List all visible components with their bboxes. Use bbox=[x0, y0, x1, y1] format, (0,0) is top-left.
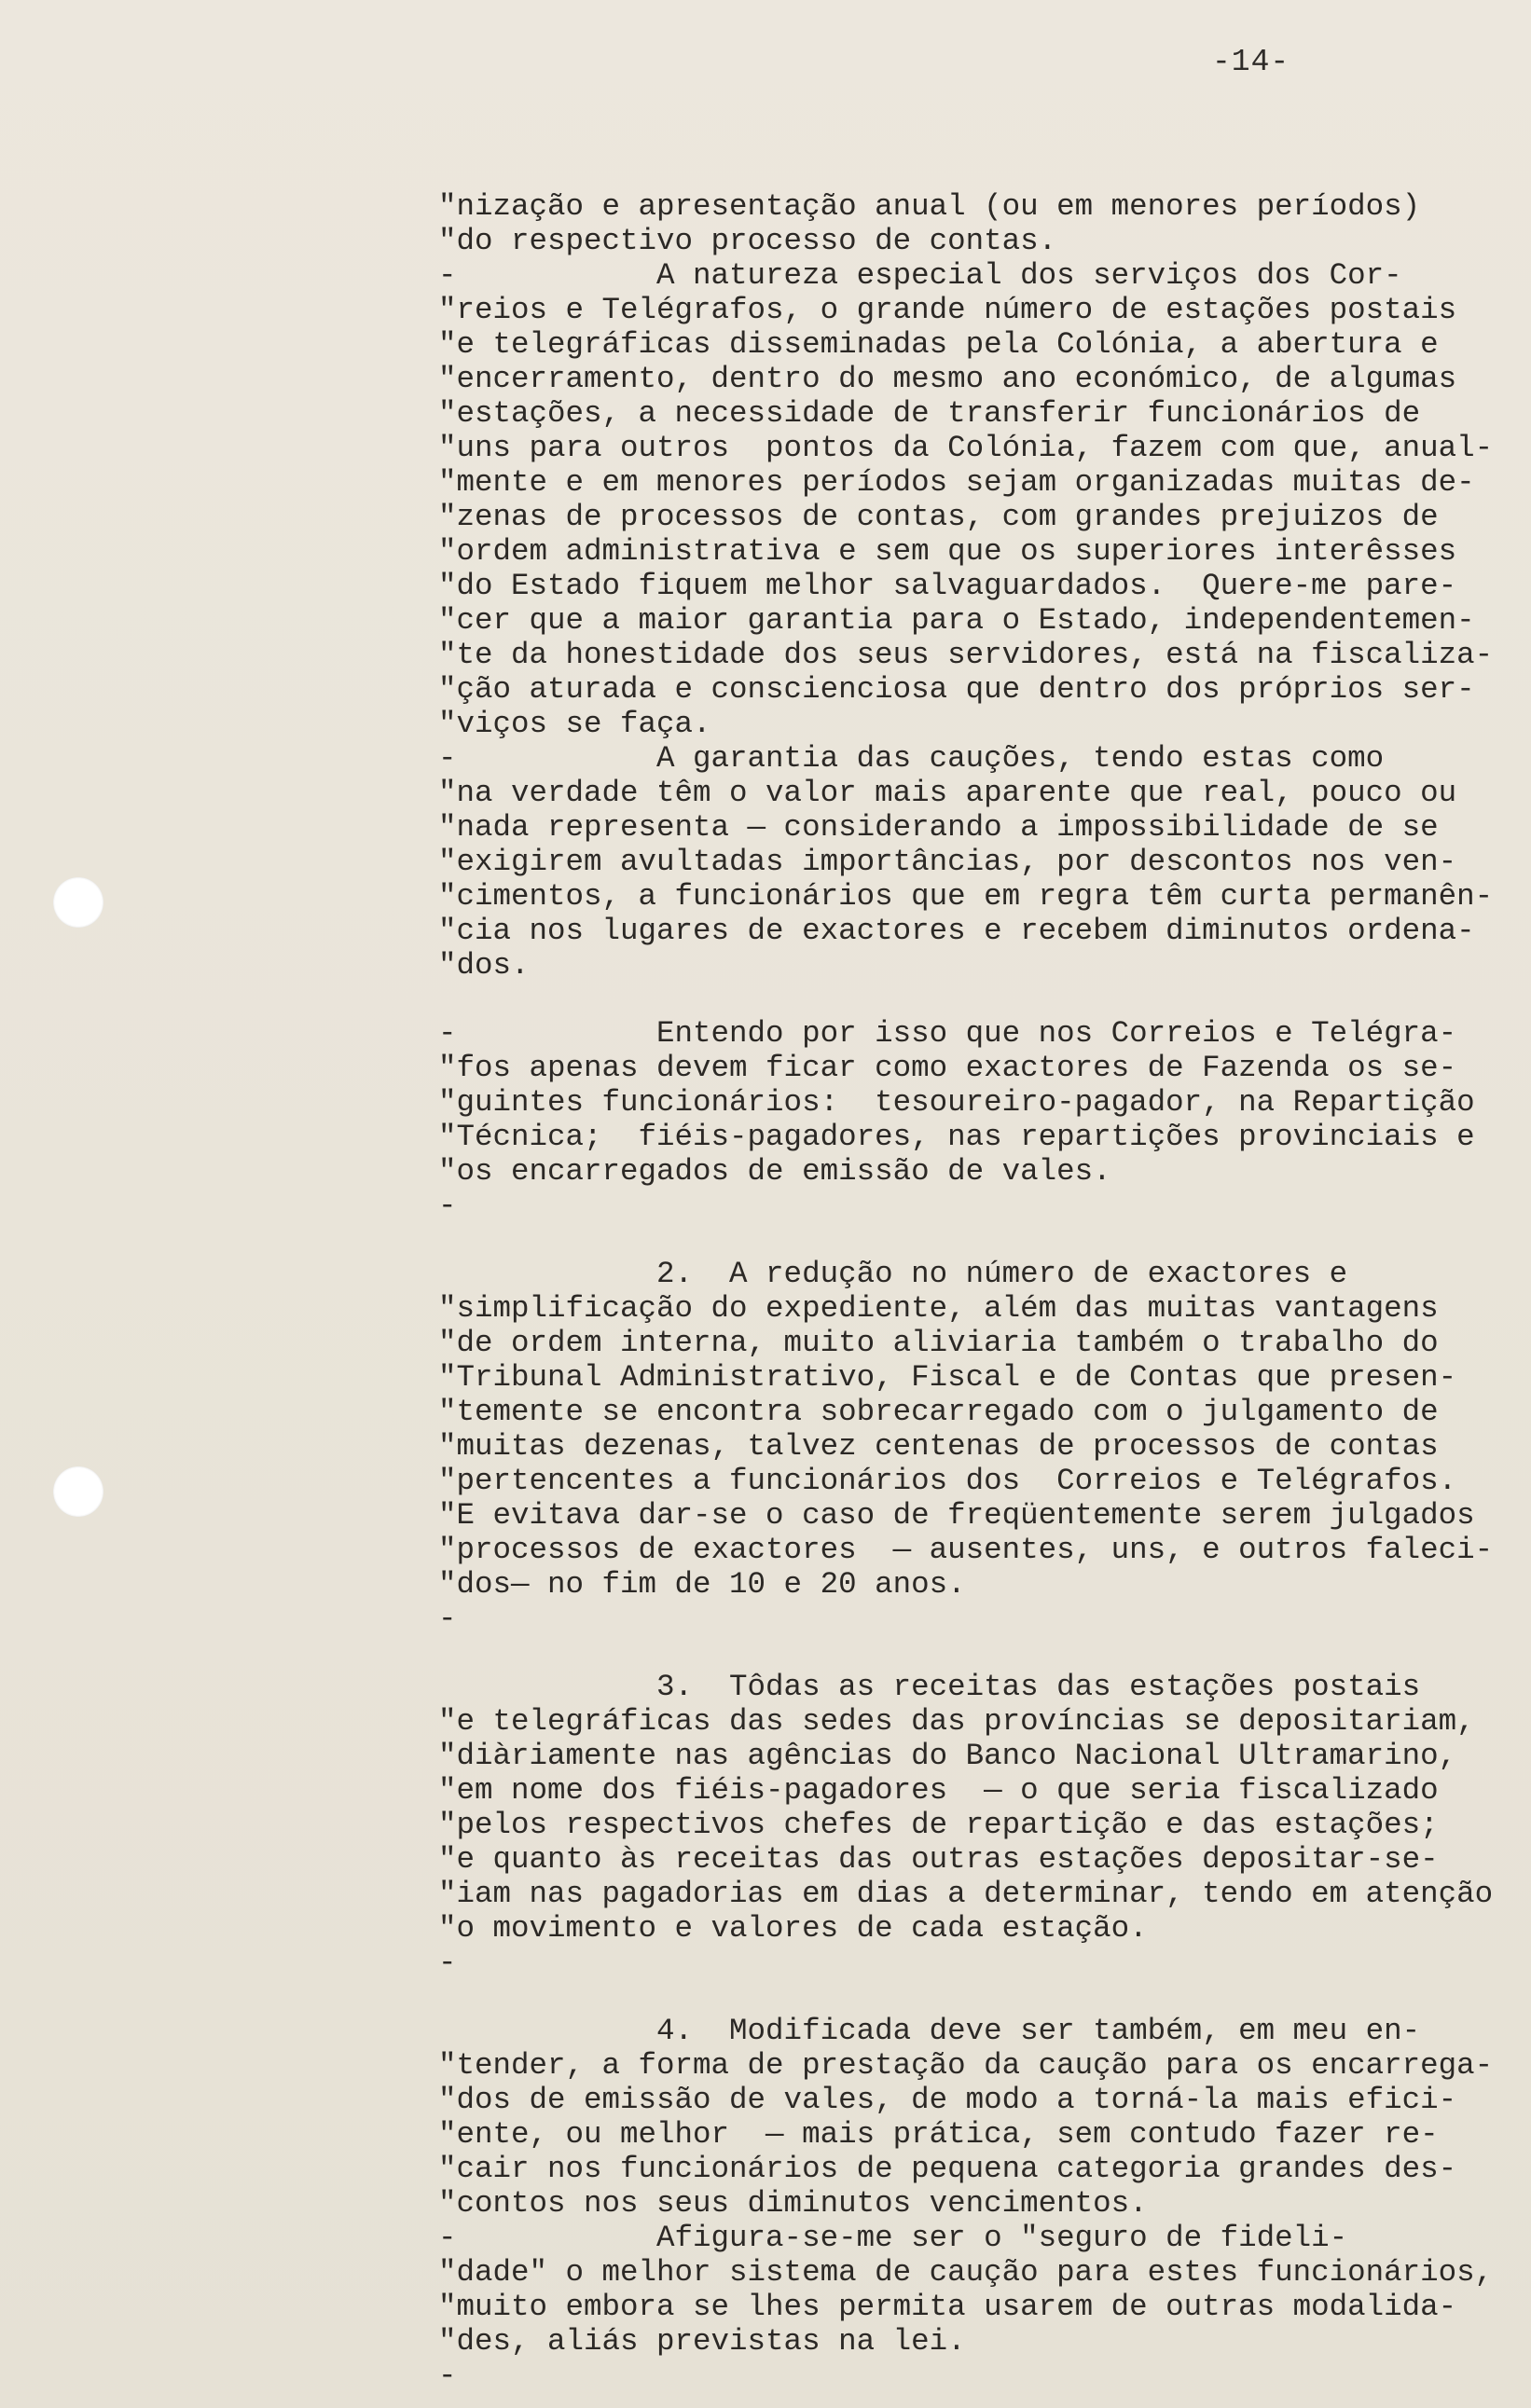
text-line: "diàriamente nas agências do Banco Nacional Ultramarino, bbox=[438, 1739, 1457, 1773]
text-line: "dos— no fim de 10 e 20 anos. bbox=[438, 1567, 966, 1602]
text-line: "mente e em menores períodos sejam organizadas muitas de- bbox=[438, 465, 1475, 500]
text-line: - bbox=[438, 1602, 457, 1636]
text-line: "exigirem avultadas importâncias, por descontos nos ven- bbox=[438, 845, 1457, 879]
text-line: "cia nos lugares de exactores e recebem diminutos ordena- bbox=[438, 914, 1475, 948]
document-body bbox=[438, 189, 1524, 2393]
paragraph-gap bbox=[438, 1223, 1524, 1257]
text-line: - bbox=[438, 2359, 457, 2393]
paragraph bbox=[438, 189, 1524, 1016]
paragraph-gap bbox=[438, 1980, 1524, 2014]
text-line: "cer que a maior garantia para o Estado, independentemen- bbox=[438, 603, 1475, 638]
text-line: "estações, a necessidade de transferir funcionários de bbox=[438, 396, 1421, 431]
text-line: 3. Tôdas as receitas das estações postais bbox=[438, 1670, 1421, 1704]
text-line: "em nome dos fiéis-pagadores — o que seria fiscalizado bbox=[438, 1773, 1439, 1808]
text-line: - bbox=[438, 1189, 457, 1223]
text-line: "e quanto às receitas das outras estações depositar-se- bbox=[438, 1842, 1439, 1877]
text-line: - A garantia das cauções, tendo estas como bbox=[438, 741, 1385, 776]
text-line: "nização e apresentação anual (ou em menores períodos) bbox=[438, 189, 1421, 224]
punch-hole-bottom bbox=[53, 1466, 103, 1517]
text-line: "des, aliás previstas na lei. bbox=[438, 2324, 966, 2359]
text-line: "de ordem interna, muito aliviaria também o trabalho do bbox=[438, 1326, 1439, 1360]
text-line: "fos apenas devem ficar como exactores de Fazenda os se- bbox=[438, 1051, 1457, 1085]
punch-hole-top bbox=[53, 877, 103, 928]
text-line: "e telegráficas das sedes das províncias se depositariam, bbox=[438, 1704, 1475, 1739]
text-line: "cair nos funcionários de pequena categoria grandes des- bbox=[438, 2152, 1457, 2186]
text-line: "processos de exactores — ausentes, uns, e outros faleci- bbox=[438, 1533, 1494, 1567]
text-line: "nada representa — considerando a impossibilidade de se bbox=[438, 810, 1439, 845]
paragraph bbox=[438, 2014, 1524, 2393]
text-line: "na verdade têm o valor mais aparente que real, pouco ou bbox=[438, 776, 1457, 810]
text-line: "do Estado fiquem melhor salvaguardados. Quere-me pare- bbox=[438, 569, 1457, 603]
text-line: "muitas dezenas, talvez centenas de processos de contas bbox=[438, 1429, 1439, 1464]
text-line: "ente, ou melhor — mais prática, sem contudo fazer re- bbox=[438, 2117, 1439, 2152]
text-line: - A natureza especial dos serviços dos Cor- bbox=[438, 258, 1402, 293]
text-line: 2. A redução no número de exactores e bbox=[438, 1257, 1348, 1291]
text-line: "dade" o melhor sistema de caução para estes funcionários, bbox=[438, 2255, 1494, 2290]
text-line: "contos nos seus diminutos vencimentos. bbox=[438, 2186, 1148, 2221]
text-line: "dos de emissão de vales, de modo a torná-la mais efici- bbox=[438, 2083, 1457, 2117]
text-line: "o movimento e valores de cada estação. bbox=[438, 1911, 1148, 1946]
text-line: "ção aturada e conscienciosa que dentro dos próprios ser- bbox=[438, 672, 1475, 707]
text-line: "tender, a forma de prestação da caução para os encarrega- bbox=[438, 2048, 1494, 2083]
text-line: "dos. bbox=[438, 948, 530, 983]
text-line: "pertencentes a funcionários dos Correios e Telégrafos. bbox=[438, 1464, 1457, 1498]
text-line: "temente se encontra sobrecarregado com o julgamento de bbox=[438, 1395, 1439, 1429]
text-line: "guintes funcionários: tesoureiro-pagador, na Repartição bbox=[438, 1085, 1475, 1120]
text-line: "encerramento, dentro do mesmo ano económico, de algumas bbox=[438, 362, 1457, 396]
text-line: "E evitava dar-se o caso de freqüentemente serem julgados bbox=[438, 1498, 1475, 1533]
text-line: "uns para outros pontos da Colónia, fazem com que, anual- bbox=[438, 431, 1494, 465]
page-number: -14- bbox=[1212, 45, 1290, 79]
text-line: "simplificação do expediente, além das muitas vantagens bbox=[438, 1291, 1439, 1326]
text-line: - bbox=[438, 1946, 457, 1980]
text-line: "viços se faça. bbox=[438, 707, 711, 741]
text-line: "reios e Telégrafos, o grande número de estações postais bbox=[438, 293, 1457, 327]
text-line: "cimentos, a funcionários que em regra têm curta permanên- bbox=[438, 879, 1494, 914]
text-line: - Afigura-se-me ser o "seguro de fideli- bbox=[438, 2221, 1348, 2255]
paragraph-gap bbox=[438, 983, 1524, 1016]
text-line: - Entendo por isso que nos Correios e Telégra- bbox=[438, 1016, 1457, 1051]
text-line: "e telegráficas disseminadas pela Colónia, a abertura e bbox=[438, 327, 1439, 362]
text-line: "te da honestidade dos seus servidores, está na fiscaliza- bbox=[438, 638, 1494, 672]
text-line: "Técnica; fiéis-pagadores, nas repartições provinciais e bbox=[438, 1120, 1475, 1154]
paragraph-gap bbox=[438, 1636, 1524, 1670]
text-line: 4. Modificada deve ser também, em meu en- bbox=[438, 2014, 1421, 2048]
text-line: "muito embora se lhes permita usarem de outras modalida- bbox=[438, 2290, 1457, 2324]
paragraph bbox=[438, 1257, 1524, 1670]
text-line: "do respectivo processo de contas. bbox=[438, 224, 1057, 258]
paragraph bbox=[438, 1016, 1524, 1257]
text-line: "ordem administrativa e sem que os superiores interêsses bbox=[438, 534, 1457, 569]
paragraph bbox=[438, 1670, 1524, 2014]
text-line: "Tribunal Administrativo, Fiscal e de Contas que presen- bbox=[438, 1360, 1457, 1395]
text-line: "pelos respectivos chefes de repartição e das estações; bbox=[438, 1808, 1439, 1842]
text-line: "os encarregados de emissão de vales. bbox=[438, 1154, 1111, 1189]
text-line: "iam nas pagadorias em dias a determinar, tendo em atenção bbox=[438, 1877, 1494, 1911]
text-line: "zenas de processos de contas, com grandes prejuizos de bbox=[438, 500, 1439, 534]
